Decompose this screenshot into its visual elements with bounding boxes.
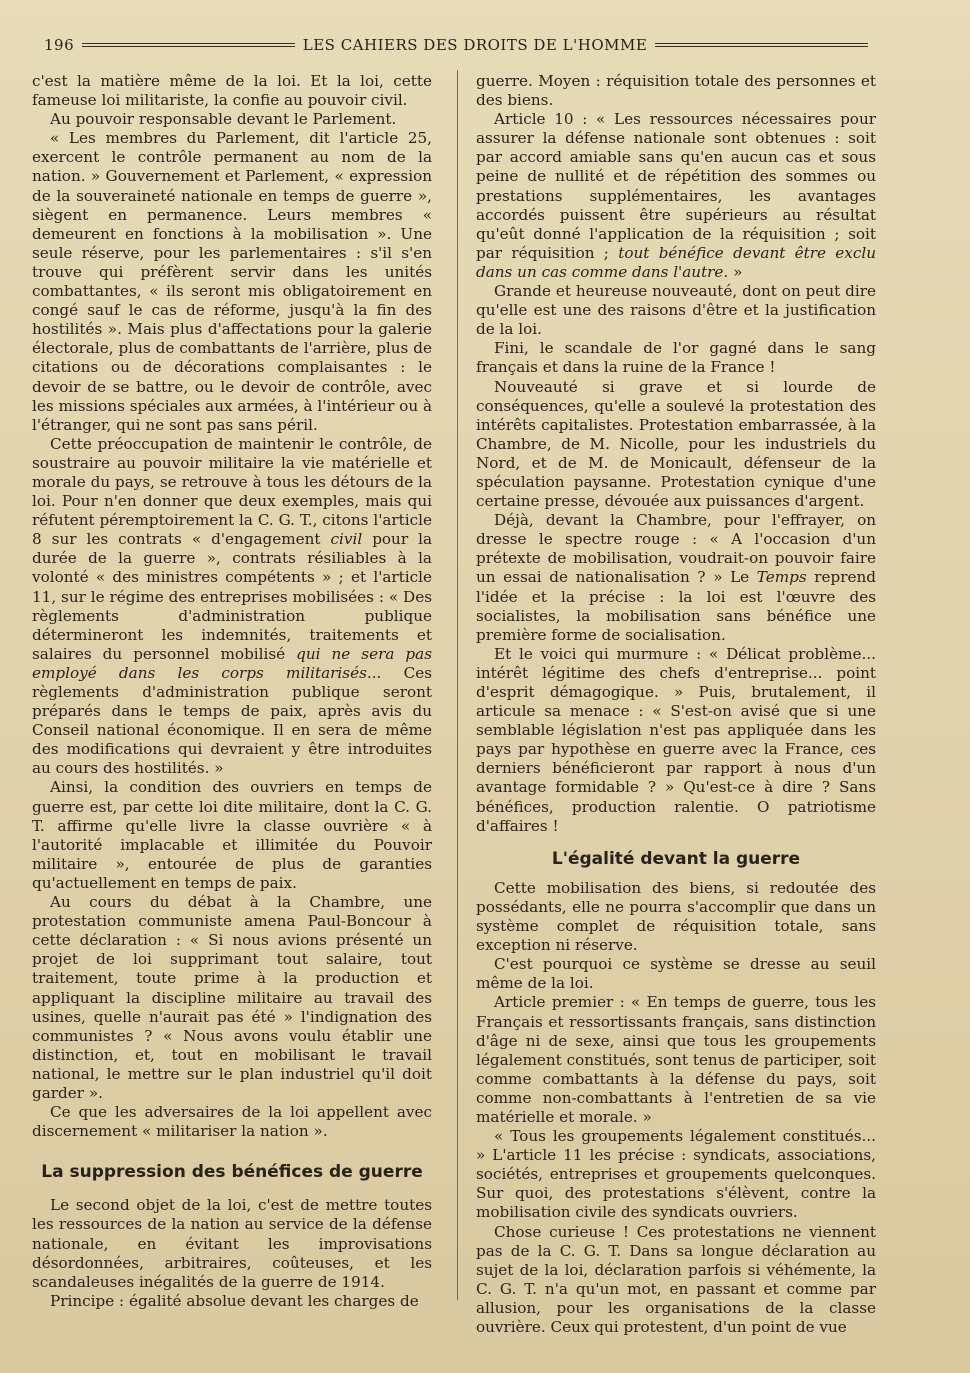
paragraph: [476, 110, 876, 282]
paragraph: Article premier : « En temps de guerre, tous les Français et ressortissants français, sans distinction d'âge ni de sexe, ainsi que tous les groupements légalement constitués, sont tenus de participer, soit comme combattants à la défense du pays, soit comme non-combattants à l'entretien de sa vie matérielle et morale. »: [476, 993, 876, 1126]
italic-run: tout bénéfice devant être exclu dans un cas comme dans l'autre.: [476, 243, 876, 281]
italic-run: Temps: [756, 568, 807, 587]
italic-run: qui ne sera pas employé dans les corps militarisés: [32, 644, 432, 682]
paragraph: Chose curieuse ! Ces protestations ne viennent pas de la C. G. T. Dans sa longue déclaration au sujet de la loi, déclaration parfois si véhémente, la C. G. T. n'a qu'un mot, en passant et comme par allusion, pour les organisations de la classe ouvrière. Ceux qui protestent, d'un point de vue: [476, 1222, 876, 1336]
section-heading: La suppression des bénéfices de guerre: [41, 1162, 423, 1183]
paragraph: Principe : égalité absolue devant les charges de: [50, 1291, 419, 1310]
paragraph: Nouveauté si grave et si lourde de conséquences, qu'elle a soulevé la protestation des intérêts capitalistes. Protestation embarrassée, à la Chambre, de M. Nicolle, pour les industriels du Nord, et de M. de Monicault, défenseur de la spéculation paysanne. Protestation cynique d'une certaine presse, dévouée aux puissances d'argent.: [476, 377, 876, 511]
paragraph: guerre. Moyen : réquisition totale des personnes et des biens.: [476, 72, 876, 110]
paragraph: Au pouvoir responsable devant le Parlement.: [50, 110, 397, 129]
text-run: Cette préoccupation de maintenir le contrôle, de soustraire au pouvoir militaire la vie matérielle et morale du pays, se retrouve à tous les détours de la loi. Pour n'en donner que deux exemples, mais qui réfutent péremptoirement la C. G. T., citons l'article 8 sur les contrats « d'engagement: [32, 434, 432, 549]
paragraph: Et le voici qui murmure : « Délicat problème... intérêt légitime des chefs d'entreprise... point d'esprit démagogique. » Puis, brutalement, il articule sa menace : « S'est-on avisé que si une semblable législation n'est pas appliquée dans les pays par hypothèse en guerre avec la France, ces derniers bénéficieront par rapport à nous d'un avantage formidable ? » Qu'est-ce à dire ? Sans bénéfices, production ralentie. O patriotisme d'affaires !: [476, 644, 876, 835]
paragraph: Ainsi, la condition des ouvriers en temps de guerre est, par cette loi dite militaire, dont la C. G. T. affirme qu'elle livre la classe ouvrière « à l'autorité implacable et illimitée du Pouvoir militaire », entourée de plus de garanties qu'actuellement en temps de paix.: [32, 778, 432, 892]
running-title: LES CAHIERS DES DROITS DE L'HOMME: [302, 36, 648, 54]
paragraph: [32, 435, 432, 779]
header-rule-left: [82, 43, 295, 47]
header-rule-right: [655, 43, 868, 47]
left-column: [32, 72, 432, 1311]
paragraph: Fini, le scandale de l'or gagné dans le sang français et dans la ruine de la France !: [476, 339, 876, 377]
text-run: reprend l'idée et la précise : la loi est l'œuvre des socialistes, la mobilisation sans bénéfice une première forme de socialisation.: [476, 568, 876, 644]
paragraph: Le second objet de la loi, c'est de mettre toutes les ressources de la nation au service de la défense nationale, en évitant les improvisations désordonnées, arbitraires, coûteuses, et les scandaleuses inégalités de la guerre de 1914.: [32, 1196, 432, 1291]
text-run: pour la durée de la guerre », contrats résiliables à la volonté « des ministres compétents » ; et l'article 11, sur le régime des entreprises mobilisées : « Des règlements d'administration publique détermineront les indemnités, traitements et salaires du personnel mobilisé: [32, 530, 432, 663]
paragraph: Ce que les adversaires de la loi appellent avec discernement « militariser la nation ».: [32, 1103, 432, 1141]
paragraph: [476, 511, 876, 645]
paragraph: « Tous les groupements légalement constitués... » L'article 11 les précise : syndicats, associations, sociétés, entreprises et groupements quelconques. Sur quoi, des protestations s'élèvent, contre la mobilisation civile des syndicats ouvriers.: [476, 1127, 876, 1222]
section-heading: L'égalité devant la guerre: [551, 848, 801, 869]
paragraph: Grande et heureuse nouveauté, dont on peut dire qu'elle est une des raisons d'être et la justification de la loi.: [476, 282, 876, 339]
text-run: Article 10 : « Les ressources nécessaires pour assurer la défense nationale sont obtenues : soit par accord amiable sans qu'en aucun cas et sous peine de nullité et de répétition des sommes ou prestations supplémentaires, les avantages accordés puissent être supérieurs au résultat qu'eût donné l'application de la réquisition ; soit par réquisition ;: [476, 110, 876, 262]
paragraph: Cette mobilisation des biens, si redoutée des possédants, elle ne pourra s'accomplir que dans un système complet de réquisition totale, sans exception ni réserve.: [476, 878, 876, 955]
text-run: Déjà, devant la Chambre, pour l'effrayer, on dresse le spectre rouge : « A l'occasion d'un prétexte de mobilisation, voudrait-on pouvoir faire un essai de nationalisation ? » Le: [476, 511, 876, 587]
paragraph: c'est la matière même de la loi. Et la loi, cette fameuse loi militariste, la confie au pouvoir civil.: [32, 72, 432, 110]
paragraph: C'est pourquoi ce système se dresse au seuil même de la loi.: [476, 955, 876, 993]
running-header: [44, 34, 876, 56]
text-run: »: [728, 262, 743, 281]
page-number: 196: [44, 36, 75, 54]
paragraph: « Les membres du Parlement, dit l'article 25, exercent le contrôle permanent au nom de la nation. » Gouvernement et Parlement, « expression de la souveraineté nationale en temps de guerre », siègent en permanence. Leurs membres « demeurent en fonctions à la mobilisation ». Une seule réserve, pour les parlementaires : s'il s'en trouve qui préfèrent servir dans les unités combattantes, « ils seront mis obligatoirement en congé sauf le cas de réforme, jusqu'à la fin des hostilités ». Mais plus d'affectations pour la galerie électorale, plus de combattants de l'arrière, plus de citations ou de décorations complaisantes : le devoir de se battre, ou le devoir de contrôle, avec les missions spéciales aux armées, à l'intérieur ou à l'étranger, qui ne sont pas sans péril.: [32, 129, 432, 434]
paragraph: Au cours du débat à la Chambre, une protestation communiste amena Paul-Boncour à cette déclaration : « Si nous avions présenté un projet de loi supprimant tout salaire, tout traitement, toute prime à la production et appliquant la discipline militaire au travail des usines, quelle n'aurait pas été » l'indignation des communistes ? « Nous avons voulu établir une distinction, et, tout en mobilisant le travail national, le mettre sur le plan industriel qu'il doit garder ».: [32, 893, 432, 1102]
italic-run: civil: [330, 530, 363, 549]
text-run: ... Ces règlements d'administration publique seront préparés dans le temps de paix, après avis du Conseil national économique. Il en sera de même des modifications qui devraient y être introduites au cours des hostilités. »: [32, 663, 432, 778]
right-column: [476, 72, 876, 1337]
column-divider: [457, 70, 458, 1300]
